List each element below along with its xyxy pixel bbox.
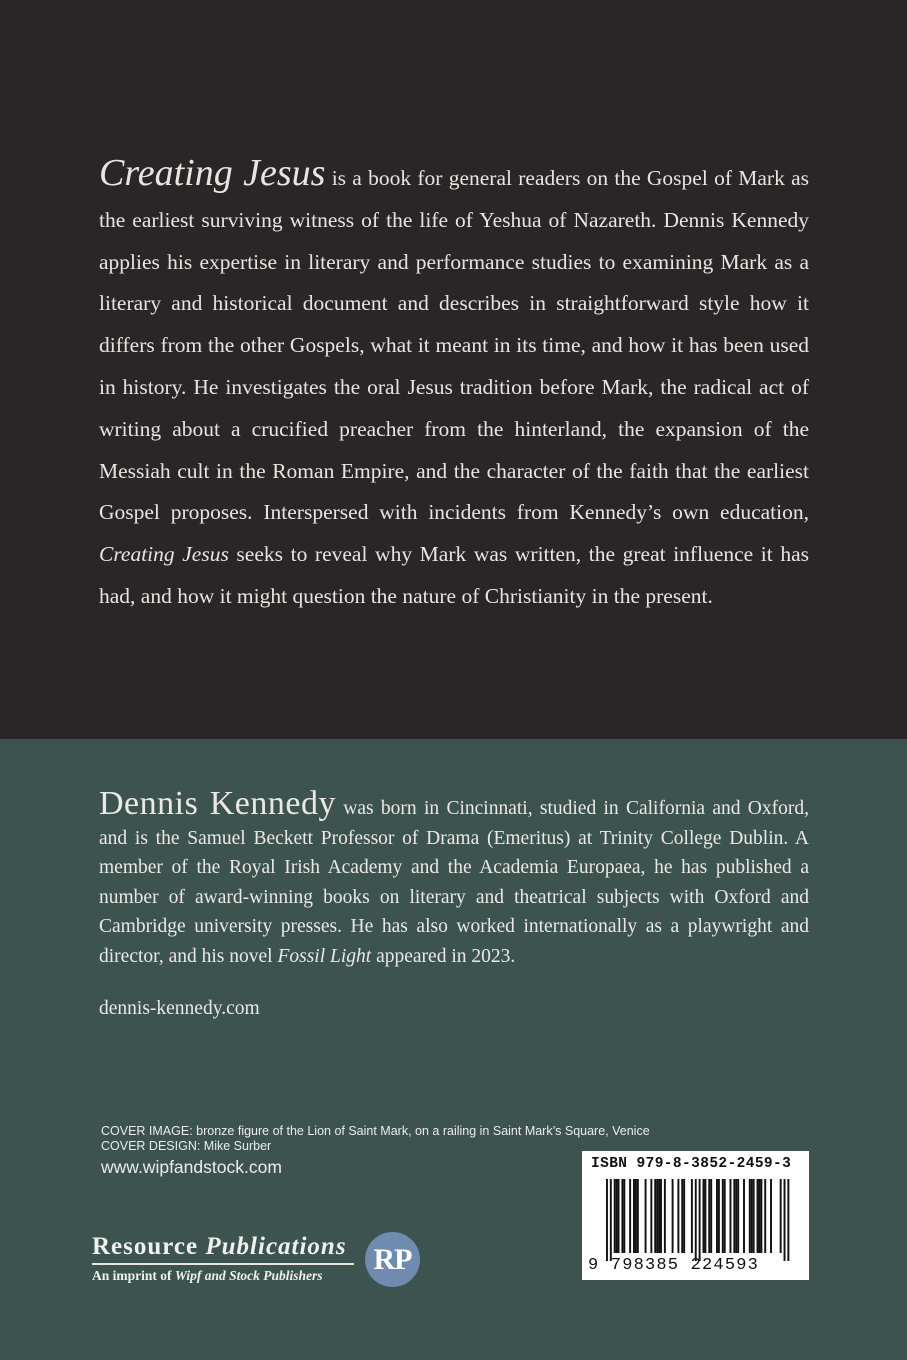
author-name: Dennis Kennedy: [99, 785, 336, 822]
barcode-bar: [749, 1179, 751, 1253]
barcode-bar: [724, 1179, 726, 1253]
barcode-bar: [656, 1179, 658, 1253]
imprint-prefix: An imprint of: [92, 1267, 175, 1283]
barcode-bar: [758, 1179, 760, 1253]
barcode-bar: [618, 1179, 620, 1253]
barcode-bar: [743, 1179, 745, 1253]
publisher-website[interactable]: www.wipfandstock.com: [101, 1157, 282, 1177]
barcode-bar: [716, 1179, 718, 1253]
barcode-bar: [610, 1179, 612, 1261]
barcode-bar: [683, 1179, 685, 1253]
publisher-logo-text: RP: [373, 1242, 412, 1276]
barcode-bar: [645, 1179, 647, 1253]
barcode-bar: [681, 1179, 683, 1253]
book-blurb: [99, 152, 810, 618]
barcode-bar: [664, 1179, 666, 1253]
barcode-bar: [658, 1179, 660, 1253]
barcode-bar: [780, 1179, 782, 1253]
blurb-inline-title: Creating Jesus: [99, 542, 229, 567]
barcode-bar: [695, 1179, 697, 1261]
barcode-bar: [735, 1179, 737, 1253]
barcode-bar: [718, 1179, 720, 1253]
barcode-digits: 9 798385 224593: [588, 1256, 760, 1275]
barcode-bar: [616, 1179, 618, 1253]
barcode-bar: [703, 1179, 705, 1253]
blurb-text-2: seeks to reveal why Mark was written, the great influence it has had, and how it might question the nature of Christianity in the present.: [99, 542, 810, 608]
publisher-rule: [92, 1263, 354, 1265]
barcode-bar: [637, 1179, 639, 1253]
publisher-imprint: [92, 1268, 354, 1284]
publisher-wordmark: [92, 1233, 354, 1284]
cover-image-credit: COVER IMAGE: bronze figure of the Lion of Saint Mark, on a railing in Saint Mark’s Square, Venice: [101, 1124, 650, 1138]
barcode-bar: [677, 1179, 679, 1253]
barcode-bar: [784, 1179, 786, 1261]
blurb-text-1: is a book for general readers on the Gospel of Mark as the earliest surviving witness of the life of Yeshua of Nazareth. Dennis Kennedy applies his expertise in literary and performance studies to examining Mark as a literary and historical document and describes in straightforward style how it differs from the other Gospels, what it meant in its time, and how it has been used in history. He investigates the oral Jesus tradition before Mark, the radical act of writing about a crucified preacher from the hinterland, the expansion of the Messiah cult in the Roman Empire, and the character of the faith that the earliest Gospel proposes. Interspersed with incidents from Kennedy’s own education,: [99, 166, 810, 525]
barcode-bar: [737, 1179, 739, 1253]
barcode-bar: [691, 1179, 693, 1253]
barcode-bar: [764, 1179, 766, 1253]
barcode-bar: [660, 1179, 662, 1253]
bio-novel-title: Fossil Light: [277, 945, 372, 967]
barcode-bar: [633, 1179, 635, 1253]
barcode-bar: [751, 1179, 753, 1253]
author-website[interactable]: dennis-kennedy.com: [99, 998, 260, 1019]
barcode-bar: [623, 1179, 625, 1253]
barcode-bar: [672, 1179, 674, 1253]
barcode-bar: [722, 1179, 724, 1253]
isbn-label: ISBN 979-8-3852-2459-3: [591, 1156, 792, 1172]
cover-credits: [101, 1124, 650, 1154]
bio-text-2: appeared in 2023.: [371, 945, 516, 967]
blurb-title: Creating Jesus: [99, 152, 326, 194]
publisher-name-part2: Publications: [205, 1233, 347, 1260]
barcode-bar: [629, 1179, 631, 1253]
barcode-bar: [708, 1179, 710, 1253]
bio-text-1: was born in Cincinnati, studied in California and Oxford, and is the Samuel Beckett Professor of Drama (Emeritus) at Trinity College Dublin. A member of the Royal Irish Academy and the Academia Europaea, he has published a number of award-winning books on literary and theatrical subjects with Oxford and Cambridge university presses. He has also worked internationally as a playwright and director, and his novel: [99, 798, 809, 967]
publisher-name: [92, 1233, 354, 1261]
cover-design-credit: COVER DESIGN: Mike Surber: [101, 1139, 272, 1153]
barcode-bar: [654, 1179, 656, 1253]
barcode-bar: [770, 1179, 772, 1253]
barcode-bar: [614, 1179, 616, 1253]
barcode-bar: [650, 1179, 652, 1253]
barcode-bar: [710, 1179, 712, 1253]
barcode-bar: [787, 1179, 789, 1261]
barcode-bar: [760, 1179, 762, 1253]
barcode-bar: [635, 1179, 637, 1253]
barcode-bar: [704, 1179, 706, 1253]
isbn-barcode: [582, 1151, 809, 1280]
publisher-name-part1: Resource: [92, 1233, 206, 1260]
publisher-logo-icon: [365, 1232, 420, 1287]
author-bio: [99, 785, 809, 972]
barcode-bar: [757, 1179, 759, 1253]
barcode-bar: [730, 1179, 732, 1253]
barcode-bar: [753, 1179, 755, 1253]
barcode-bar: [699, 1179, 701, 1261]
barcode-bar: [606, 1179, 608, 1261]
barcode-bar: [621, 1179, 623, 1253]
barcode-bar: [733, 1179, 735, 1253]
imprint-name: Wipf and Stock Publishers: [174, 1267, 323, 1283]
